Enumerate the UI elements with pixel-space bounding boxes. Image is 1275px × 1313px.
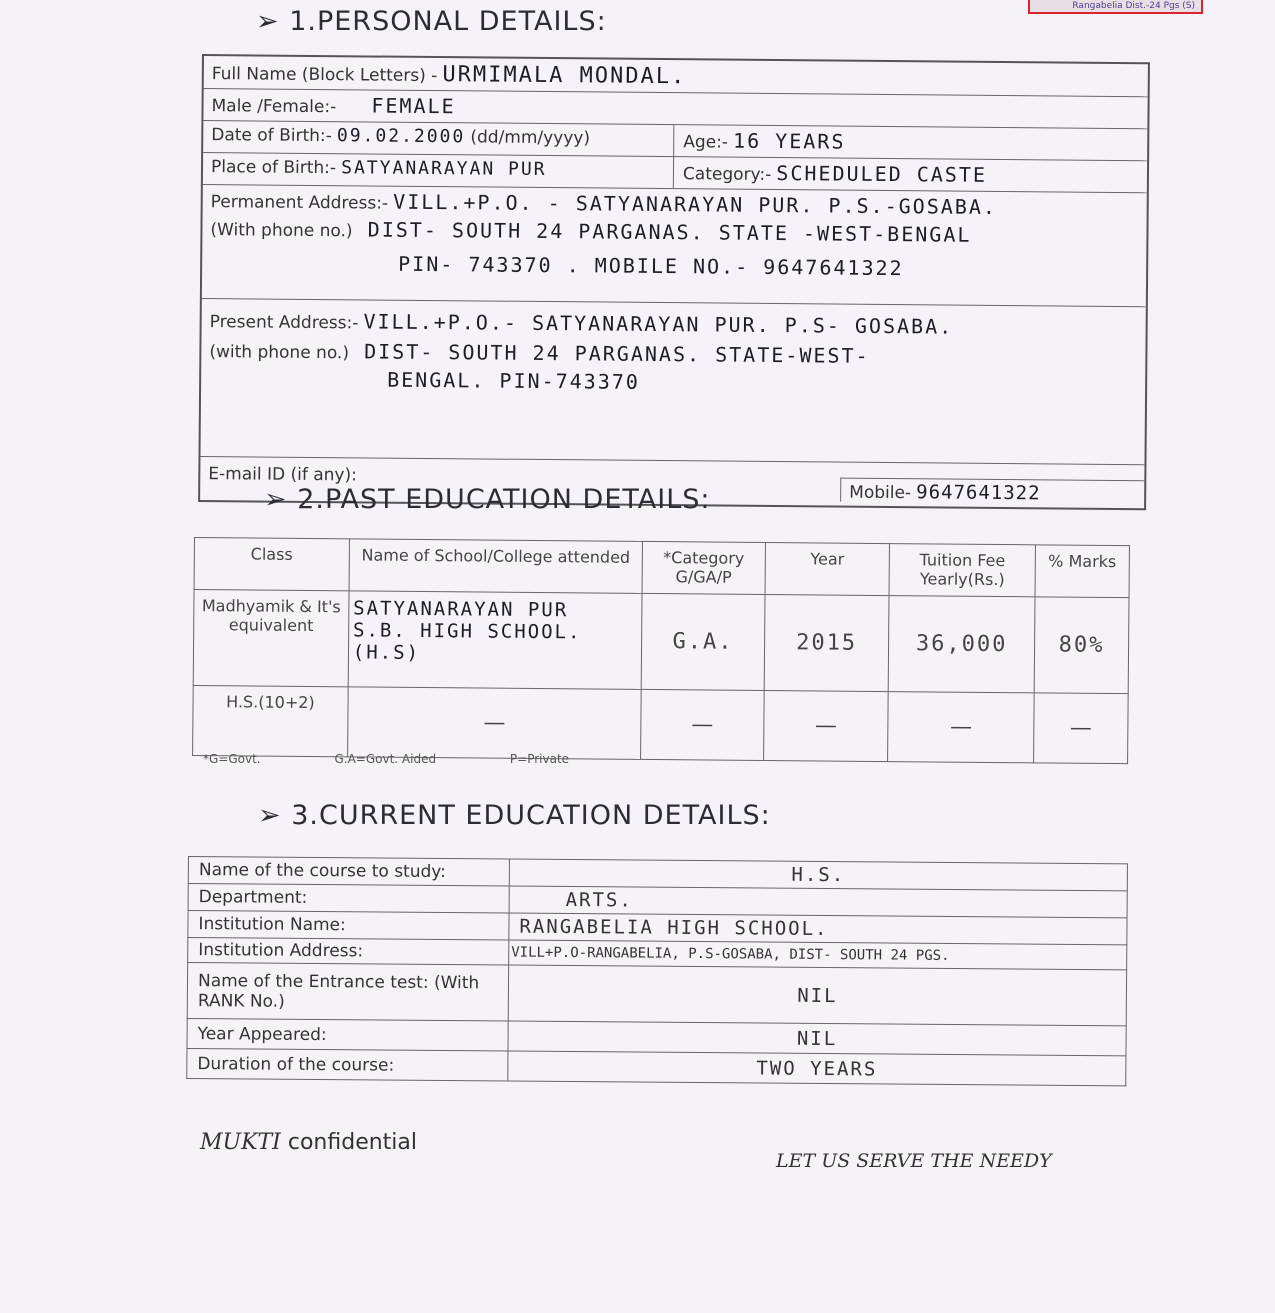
dob-value: 09.02.2000 xyxy=(336,125,466,148)
full-name-label: Full Name (Block Letters) - xyxy=(211,64,438,87)
col-school: Name of School/College attended xyxy=(349,539,643,594)
course-value: H.S. xyxy=(509,859,1127,891)
past-education-table xyxy=(192,537,1130,764)
gender-label: Male /Female:- xyxy=(211,96,337,118)
table-row xyxy=(193,590,1129,694)
permanent-address-row xyxy=(202,184,1147,307)
row2-school: — xyxy=(347,687,641,760)
category-value: SCHEDULED CASTE xyxy=(776,161,988,187)
age-label: Age:- xyxy=(683,132,729,153)
row1-marks: 80% xyxy=(1034,597,1129,694)
col-fee: Tuition Fee Yearly(Rs.) xyxy=(889,544,1035,597)
office-stamp: Rangabelia Dist.-24 Pgs (S) xyxy=(1028,0,1203,14)
institution-address-label: Institution Address: xyxy=(188,938,509,966)
personal-details-heading: ➢ 1.PERSONAL DETAILS: xyxy=(256,6,607,37)
current-education-heading: ➢ 3.CURRENT EDUCATION DETAILS: xyxy=(258,800,771,831)
institution-address-value: VILL+P.O-RANGABELIA, P.S-GOSABA, DIST- SOUTH 24 PGS. xyxy=(509,940,1127,970)
entrance-test-value: NIL xyxy=(508,965,1126,1026)
row1-school-line1: SATYANARAYAN PUR xyxy=(353,597,569,622)
email-label: E-mail ID (if any): xyxy=(208,464,357,486)
row1-fee: 36,000 xyxy=(889,596,1035,693)
row1-school xyxy=(348,591,642,690)
row2-year: — xyxy=(763,690,888,761)
duration-value: TWO YEARS xyxy=(508,1051,1126,1086)
table-header-row xyxy=(194,538,1129,598)
col-year: Year xyxy=(765,542,890,595)
row1-class: Madhyamik & It's equivalent xyxy=(193,590,349,687)
permanent-address-line2: DIST- SOUTH 24 PARGANAS. STATE -WEST-BENGAL xyxy=(367,217,972,247)
legend-private: P=Private xyxy=(509,752,570,766)
row2-marks: — xyxy=(1033,693,1128,764)
permanent-address-line3: PIN- 743370 . MOBILE NO.- 9647641322 xyxy=(398,251,904,281)
pob-value: SATYANARAYAN PUR xyxy=(341,157,547,181)
footer-motto: LET US SERVE THE NEEDY xyxy=(776,1150,1052,1172)
row1-school-line2: S.B. HIGH SCHOOL. xyxy=(352,619,582,644)
legend-govt: *G=Govt. xyxy=(203,752,261,766)
pob-label: Place of Birth:- xyxy=(210,157,337,179)
institution-name-label: Institution Name: xyxy=(188,911,509,941)
current-education-table xyxy=(186,856,1128,1086)
past-education-heading: ➢ 2.PAST EDUCATION DETAILS: xyxy=(264,484,711,515)
year-appeared-value: NIL xyxy=(508,1021,1126,1056)
present-address-line3: BENGAL. PIN-743370 xyxy=(387,367,641,394)
dob-label: Date of Birth:- xyxy=(211,125,332,147)
department-label: Department: xyxy=(188,884,509,914)
row2-class: H.S.(10+2) xyxy=(193,685,348,756)
footer-confidential-text: confidential xyxy=(287,1130,418,1155)
year-appeared-label: Year Appeared: xyxy=(187,1018,508,1051)
row2-fee: — xyxy=(888,692,1034,763)
permanent-address-label: Permanent Address:- xyxy=(210,192,389,214)
col-category: *Category G/GA/P xyxy=(642,541,765,594)
legend-govt-aided: G.A=Govt. Aided xyxy=(334,752,437,766)
duration-label: Duration of the course: xyxy=(187,1048,508,1081)
institution-name-value: RANGABELIA HIGH SCHOOL. xyxy=(509,913,1127,945)
course-label: Name of the course to study: xyxy=(188,857,509,887)
row1-school-line3: (H.S) xyxy=(352,641,421,664)
present-address-label: Present Address:- xyxy=(209,312,359,334)
mobile-label: Mobile- xyxy=(849,482,912,504)
row1-category: G.A. xyxy=(641,593,764,690)
present-phone-label: (with phone no.) xyxy=(209,342,350,364)
present-address-line2: DIST- SOUTH 24 PARGANAS. STATE-WEST- xyxy=(364,339,870,368)
personal-details-box xyxy=(198,54,1150,510)
row1-year: 2015 xyxy=(764,594,890,691)
footer-brand: MUKTI xyxy=(200,1130,281,1155)
present-address-row xyxy=(200,298,1145,465)
category-label: Category:- xyxy=(682,164,772,185)
col-marks: % Marks xyxy=(1035,545,1130,598)
table-row xyxy=(187,1048,1126,1085)
permanent-address-line1: VILL.+P.O. - SATYANARAYAN PUR. P.S.-GOSABA. xyxy=(393,189,998,219)
table-row xyxy=(187,963,1126,1026)
row2-category: — xyxy=(641,689,764,760)
gender-value: FEMALE xyxy=(371,93,456,119)
mobile-value: 9647641322 xyxy=(916,481,1041,505)
full-name-value: URMIMALA MONDAL. xyxy=(442,62,687,90)
present-address-line1: VILL.+P.O.- SATYANARAYAN PUR. P.S- GOSABA. xyxy=(363,309,954,339)
dob-format: (dd/mm/yyyy) xyxy=(470,127,591,149)
category-legend xyxy=(203,752,639,766)
col-class: Class xyxy=(194,538,349,591)
entrance-test-label: Name of the Entrance test: (With RANK No.) xyxy=(187,963,508,1022)
permanent-phone-label: (With phone no.) xyxy=(210,220,353,242)
department-value: ARTS. xyxy=(509,886,1127,918)
age-value: 16 YEARS xyxy=(733,128,846,154)
footer-confidential xyxy=(200,1130,417,1155)
